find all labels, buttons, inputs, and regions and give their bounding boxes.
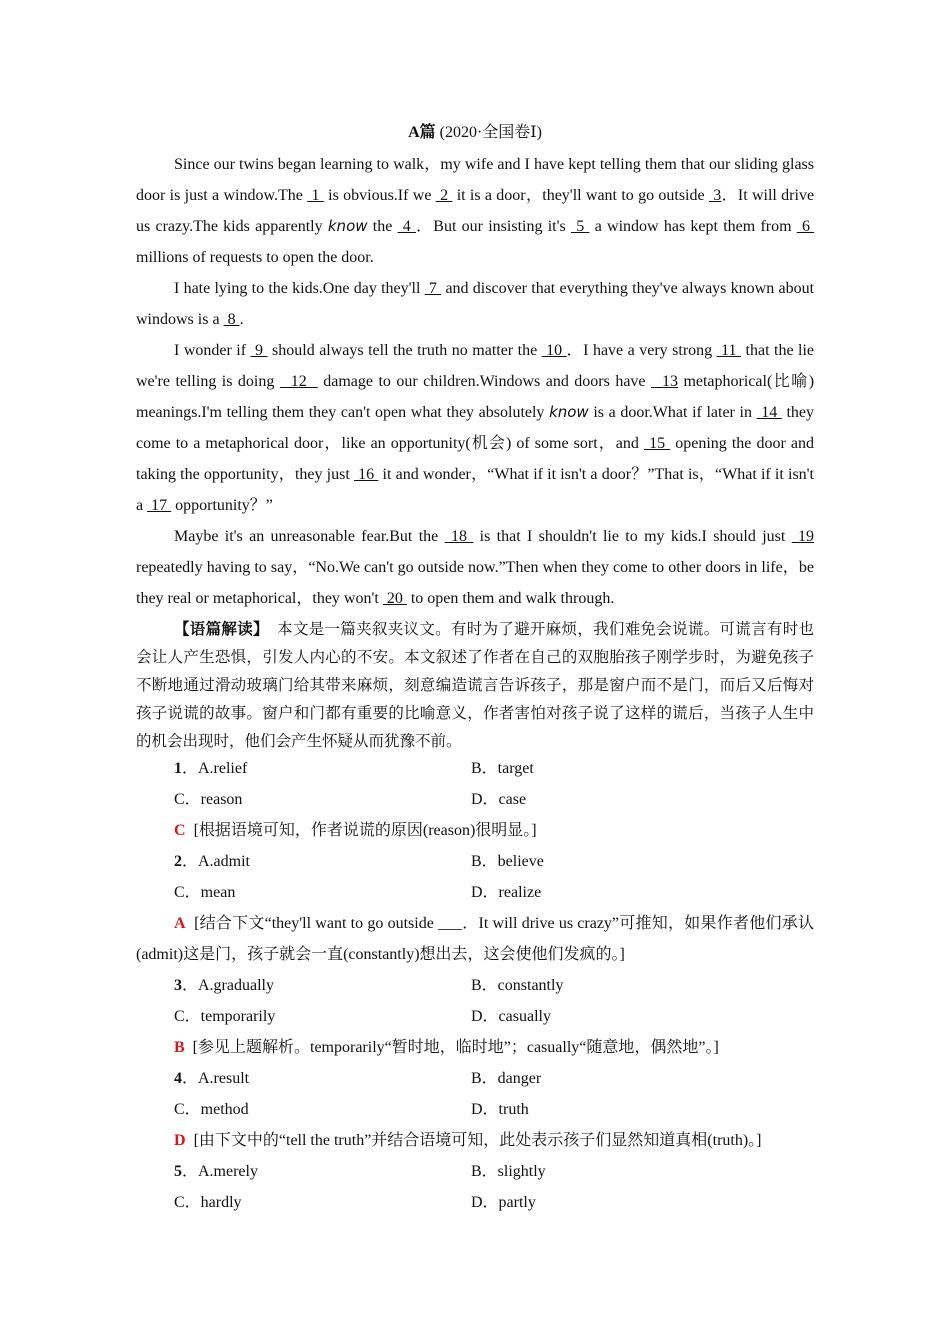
section-part: A篇 [408,124,436,141]
blank-20: 20 [382,590,407,607]
answer-explanation: [由下文中的“tell the truth”并结合语境可知，此处表示孩子们显然知道真相(truth)。] [193,1132,762,1149]
answer-explanation: [结合下文“they'll want to go outside ___．It will drive us crazy”可推知，如果作者他们承认(admit)这是门，孩子就会一直(constantly)想出去，这会使他们发疯的。] [136,915,814,963]
option-c: C．hardly [174,1194,242,1211]
question-3-row-2 [136,1001,814,1032]
question-2-row-1: 2．A.admit B．believe [136,846,814,877]
answer-3 [136,1032,814,1063]
blank-6: 6 [796,218,815,235]
italic-know-2: know [549,403,589,421]
option-d: D．realize [471,884,542,901]
passage-paragraph-3: I wonder if 9 should always tell the truth no matter the 10 ．I have a very strong 11 that the lie we're telling is doing 12 damage to our children.Windows and doors have 13 metaphorical(比喻) meanings.I'm telling them they can't open what they absolutely know is a door.What if later in 14 they come to a metaphorical door，like an opportunity(机会) of some sort，and 15 opening the door and taking the opportunity，they just 16 it and wonder，“What if it isn't a door？”That is，“What if it isn't a 17 opportunity？” [136,342,815,514]
analysis-label: 【语篇解读】 [174,621,269,638]
option-b: B．target [471,760,534,777]
option-a: ．A.result [182,1070,250,1087]
passage-paragraph-2: I hate lying to the kids.One day they'll 7 and discover that everything they've always known about windows is a 8 . [136,280,815,328]
blank-2: 2 [435,187,453,204]
blank-13: 13 [651,373,678,390]
option-b: B．danger [471,1070,542,1087]
answer-explanation: [参见上题解析。temporarily“暂时地，临时地”；casually“随意地，偶然地”。] [192,1039,719,1056]
option-c: C．temporarily [174,1008,276,1025]
option-c: C．method [174,1101,249,1118]
option-b: B．constantly [471,977,564,994]
blank-11: 11 [716,342,742,359]
option-a: ．A.merely [182,1163,258,1180]
blank-18: 18 [444,528,474,545]
option-c: C．mean [174,884,236,901]
answer-1 [136,815,814,846]
option-a: ．A.admit [182,853,250,870]
question-2-row-2 [136,877,814,908]
blank-9: 9 [250,342,268,359]
passage-paragraph-1: Since our twins began learning to walk，my wife and I have kept telling them that our sliding glass door is just a window.The 1 is obvious.If we 2 it is a door，they'll want to go outside 3．It will drive us crazy.The kids apparently know the 4 ．But our insisting it's 5 a window has kept them from 6 millions of requests to open the door. [136,156,815,266]
option-d: D．case [471,791,527,808]
section-source: (2020·全国卷Ⅰ) [439,124,542,141]
question-3-row-1: 3．A.gradually B．constantly [136,970,814,1001]
option-b: B．slightly [471,1163,546,1180]
option-a: ．A.gradually [182,977,274,994]
question-1-row-2 [136,784,814,815]
option-d: D．truth [471,1101,529,1118]
blank-17: 17 [147,497,172,514]
passage-analysis [136,616,814,756]
answer-letter: C [174,822,186,839]
option-b: B．believe [471,853,544,870]
blank-8: 8 [223,311,240,328]
question-5-row-2 [136,1187,814,1218]
blank-19: 19 [791,528,815,545]
answer-letter: D [174,1132,186,1149]
answer-explanation: [根据语境可知，作者说谎的原因(reason)很明显。] [193,822,537,839]
italic-know: know [327,217,368,235]
blank-14: 14 [756,404,782,421]
analysis-text: 本文是一篇夹叙夹议文。有时为了避开麻烦，我们难免会说谎。可谎言有时也会让人产生恐惧，引发人内心的不安。本文叙述了作者在自己的双胞胎孩子刚学步时，为避免孩子不断地通过滑动玻璃门给其带来麻烦，刻意编造谎言告诉孩子，那是窗户而不是门，而后又后悔对孩子说谎的故事。窗户和门都有重要的比喻意义，作者害怕对孩子说了这样的谎后，当孩子人生中的机会出现时，他们会产生怀疑从而犹豫不前。 [136,621,814,750]
blank-7: 7 [424,280,442,297]
blank-12: 12 [279,373,318,390]
blank-4: 4 [397,218,417,235]
answer-4 [136,1125,814,1156]
section-title [0,121,950,145]
option-c: C．reason [174,791,243,808]
question-list [136,753,814,1218]
option-d: D．casually [471,1008,551,1025]
cloze-passage [136,149,814,614]
question-1-row-1: 1．A.relief B．target [136,753,814,784]
blank-15: 15 [644,435,671,452]
blank-3: 3 [708,187,722,204]
blank-10: 10 [541,342,567,359]
question-4-row-2 [136,1094,814,1125]
answer-2 [136,908,814,970]
blank-5: 5 [570,218,590,235]
question-5-row-1: 5．A.merely B．slightly [136,1156,814,1187]
question-4-row-1: 4．A.result B．danger [136,1063,814,1094]
blank-1: 1 [307,187,324,204]
blank-16: 16 [353,466,379,483]
option-a: ．A.relief [182,760,248,777]
answer-letter: B [174,1039,185,1056]
option-d: D．partly [471,1194,536,1211]
answer-letter: A [174,915,186,932]
passage-paragraph-4: Maybe it's an unreasonable fear.But the 18 is that I shouldn't lie to my kids.I should just 19 repeatedly having to say，“No.We can't go outside now.”Then when they come to other doors in life，be they real or metaphorical，they won't 20 to open them and walk through. [136,528,815,607]
